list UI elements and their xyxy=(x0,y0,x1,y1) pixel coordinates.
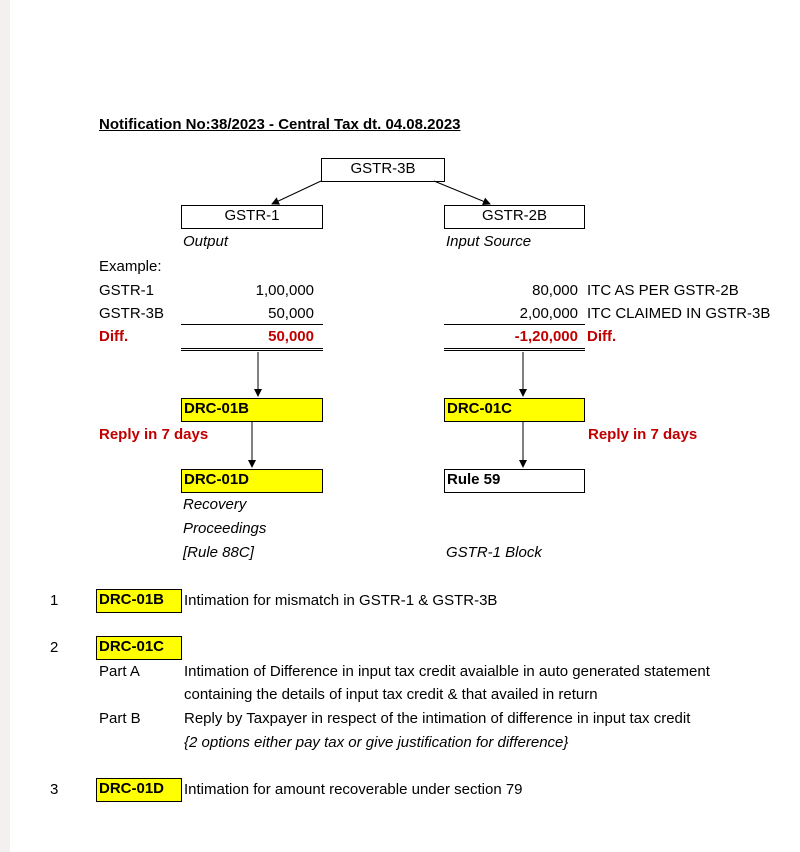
drc01b-box: DRC-01B xyxy=(181,398,323,422)
recovery-note-1: Recovery xyxy=(183,496,247,513)
right-row-value-2: 2,00,000 xyxy=(519,305,578,322)
right-row-label-2: ITC CLAIMED IN GSTR-3B xyxy=(587,305,771,322)
right-total-line xyxy=(444,348,585,351)
gstr2b-box: GSTR-2B xyxy=(444,205,585,229)
legend-code-drc01b: DRC-01B xyxy=(96,589,182,613)
legend-number-3: 3 xyxy=(50,781,59,798)
input-source-caption: Input Source xyxy=(446,233,532,250)
right-subtotal-line xyxy=(444,324,585,325)
right-diff-label: Diff. xyxy=(587,328,617,345)
left-row-label-1: GSTR-1 xyxy=(99,282,155,299)
legend-number-2: 2 xyxy=(50,639,59,656)
gstr3b-box: GSTR-3B xyxy=(321,158,445,182)
rule59-box: Rule 59 xyxy=(444,469,585,493)
legend-code-drc01d: DRC-01D xyxy=(96,778,182,802)
left-reply-note: Reply in 7 days xyxy=(99,426,209,443)
right-reply-note: Reply in 7 days xyxy=(588,426,698,443)
left-diff-label: Diff. xyxy=(99,328,129,345)
arrow-to-gstr1 xyxy=(272,181,321,204)
left-total-line xyxy=(181,348,323,351)
right-diff-value: -1,20,000 xyxy=(514,328,578,345)
left-row-value-2: 50,000 xyxy=(268,305,314,322)
legend-text-1: Intimation for mismatch in GSTR-1 & GSTR-3B xyxy=(184,592,498,609)
gstr1-box: GSTR-1 xyxy=(181,205,323,229)
part-b-line-2: {2 options either pay tax or give justification for difference} xyxy=(184,734,569,751)
gstr1-block-note: GSTR-1 Block xyxy=(446,544,542,561)
arrow-to-gstr2b xyxy=(434,181,490,204)
recovery-note-2: Proceedings xyxy=(183,520,267,537)
legend-code-drc01c: DRC-01C xyxy=(96,636,182,660)
drc01c-box: DRC-01C xyxy=(444,398,585,422)
left-row-value-1: 1,00,000 xyxy=(255,282,314,299)
drc01d-box: DRC-01D xyxy=(181,469,323,493)
example-label: Example: xyxy=(99,258,162,275)
left-subtotal-line xyxy=(181,324,323,325)
part-a-line-1: Intimation of Difference in input tax credit avaialble in auto generated statement xyxy=(184,663,710,680)
part-a-line-2: containing the details of input tax credit & that availed in return xyxy=(184,686,598,703)
legend-text-3: Intimation for amount recoverable under section 79 xyxy=(184,781,523,798)
page-title: Notification No:38/2023 - Central Tax dt. 04.08.2023 xyxy=(99,116,461,133)
right-row-label-1: ITC AS PER GSTR-2B xyxy=(587,282,739,299)
legend-number-1: 1 xyxy=(50,592,59,609)
part-b-label: Part B xyxy=(99,710,141,727)
left-diff-value: 50,000 xyxy=(268,328,314,345)
part-a-label: Part A xyxy=(99,663,140,680)
output-caption: Output xyxy=(183,233,229,250)
recovery-note-3: [Rule 88C] xyxy=(183,544,254,561)
part-b-line-1: Reply by Taxpayer in respect of the intimation of difference in input tax credit xyxy=(184,710,691,727)
right-row-value-1: 80,000 xyxy=(532,282,578,299)
left-row-label-2: GSTR-3B xyxy=(99,305,165,322)
document-sheet xyxy=(10,0,800,852)
